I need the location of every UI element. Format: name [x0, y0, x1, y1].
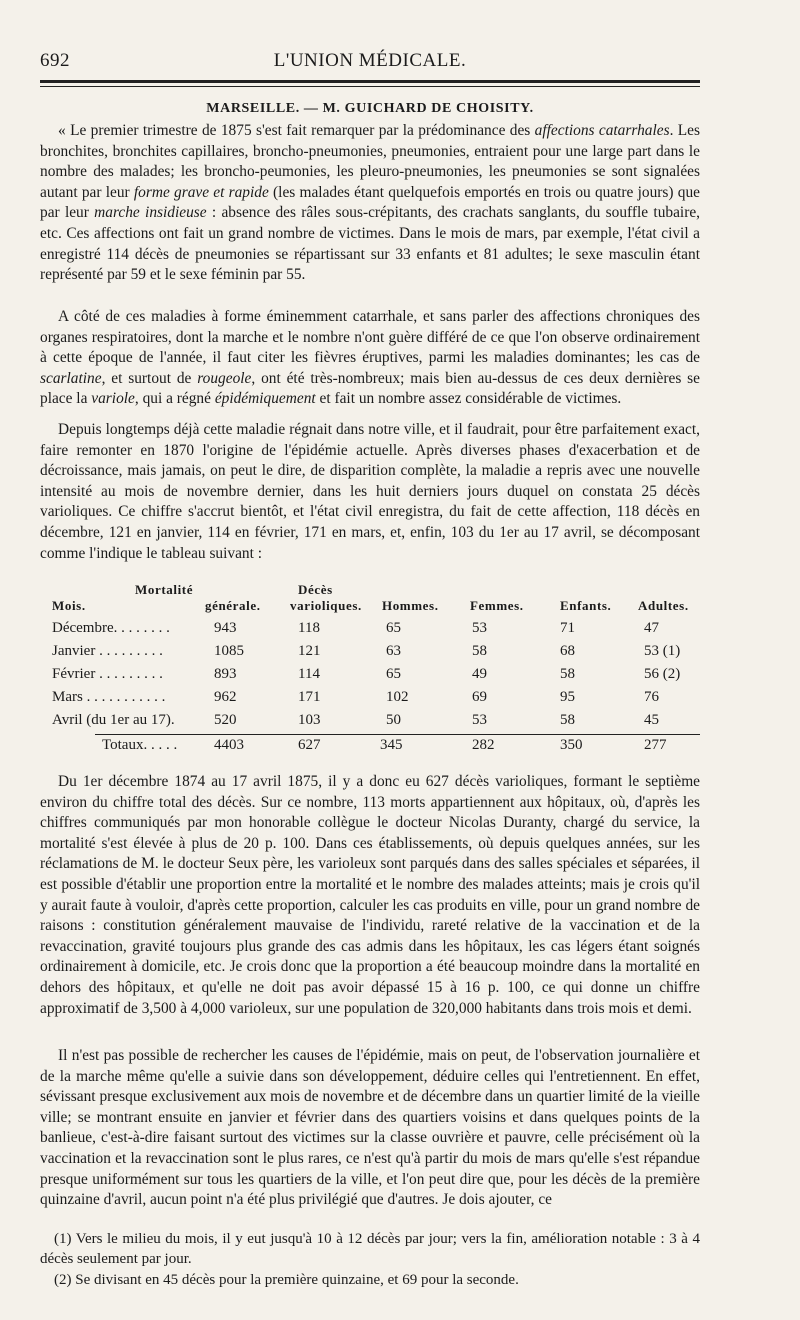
para1-italic-a: affections catarrhales	[534, 122, 670, 139]
header-rule-thin	[40, 86, 700, 87]
table-cell-hommes: 65	[386, 666, 401, 682]
table-cell-enfants: 58	[560, 666, 575, 682]
header-rule-thick	[40, 80, 700, 83]
col-header-deces-2: varioliques.	[290, 598, 362, 613]
section-title: MARSEILLE. — M. GUICHARD DE CHOISITY.	[206, 101, 534, 116]
table-cell-varioliques: 114	[298, 666, 320, 682]
table-cell-adultes: 76	[644, 689, 659, 705]
col-header-mois: Mois.	[52, 598, 86, 613]
totals-hommes: 345	[380, 737, 403, 753]
footnote-2: (2) Se divisant en 45 décès pour la première quinzaine, et 69 pour la seconde.	[54, 1272, 519, 1289]
para2-italic-c: variole	[91, 390, 135, 408]
table-cell-mois: Décembre. . . . . . . .	[52, 620, 170, 636]
col-header-hommes: Hommes.	[382, 598, 439, 613]
table-cell-varioliques: 121	[298, 643, 321, 659]
paragraph-4	[40, 772, 700, 1019]
para1-italic-c: marche insidieuse	[94, 204, 207, 222]
table-cell-mois: Janvier . . . . . . . . .	[52, 643, 163, 659]
para2-italic-b: rougeole	[197, 369, 252, 387]
table-cell-adultes: 47	[644, 620, 659, 636]
totals-rule	[95, 734, 700, 735]
col-header-femmes: Femmes.	[470, 598, 524, 613]
table-cell-hommes: 63	[386, 643, 401, 659]
col-header-enfants: Enfants.	[560, 598, 612, 613]
col-header-adultes: Adultes.	[638, 598, 689, 613]
table-cell-hommes: 65	[386, 620, 401, 636]
table-cell-generale: 1085	[214, 643, 244, 659]
totals-label: Totaux. . . . .	[102, 737, 178, 753]
table-cell-generale: 962	[214, 689, 237, 705]
table-cell-mois: Février . . . . . . . . .	[52, 666, 163, 682]
table-cell-enfants: 71	[560, 620, 575, 636]
para2-text-b: , et surtout de	[101, 369, 198, 387]
para3-text: Depuis longtemps déjà cette maladie régnait dans notre ville, et il faudrait, pour être parfaitement exact, faire remonter en 1870 l'origine de l'épidémie actuelle. Après diverses phases d'exacerbation et de décroissance, mais jamais, on peut le dire, de disparition complète, la maladie a repris avec une nouvelle intensité au mois de novembre dernier, dans les huit derniers jours duquel on constata 25 décès varioliques. Ce chiffre s'accrut bientôt, et l'état civil enregistra, du fait de cette affection, 118 décès en décembre, 121 en janvier, 114 en février, 171 en mars, et, enfin, 103 du 1er au 17 avril, se décomposant comme l'indique le tableau suivant :	[40, 421, 700, 562]
table-cell-enfants: 58	[560, 712, 575, 728]
totals-generale: 4403	[214, 737, 244, 753]
totals-adultes: 277	[644, 737, 667, 753]
para5-text: Il n'est pas possible de rechercher les causes de l'épidémie, mais on peut, de l'observation journalière et de la marche même qu'elle a suivie dans son développement, déduire celles qui l'entretiennent. En effet, sévissant presque exclusivement aux mois de novembre et de décembre dans un quartier limité de la vieille ville; se montrant ensuite en janvier et février dans des quartiers voisins et dans quelques points de la banlieue, c'est-à-dire faisant surtout des victimes sur la classe ouvrière et pauvre, celle précisément où la vaccination et la revaccination sont le plus rares, ce n'est qu'à partir du mois de mars qu'elle s'est répandue presque uniformément sur tous les quartiers de la ville, et l'on peut dire que, pour les décès de la première quinzaine d'avril, aucun point n'a été plus privilégié que d'autres. Je dois ajouter, ce	[40, 1047, 700, 1209]
para2-text-c: , ont été très-nombreux; mais bien au-dessus de ces deux dernières se place la	[40, 369, 701, 408]
paragraph-2	[40, 307, 700, 410]
table-cell-generale: 943	[214, 620, 237, 636]
para1-text-d: : absence des râles sous-crépitants, des crachats sanglants, du souffle tubaire, etc. Ces affections ont fait un grand nombre de victimes. Dans le mois de mars, par exemple, l'état civil a enregistré 114 décès de pneumonies se répartissant sur 33 enfants et 81 adultes; le sexe masculin étant représenté par 59 et le sexe féminin par 55.	[40, 204, 700, 284]
table-cell-varioliques: 118	[298, 620, 320, 636]
table-cell-femmes: 53	[472, 620, 487, 636]
para2-italic-d: épidémiquement	[214, 390, 316, 408]
para2-text-d: , qui a régné	[134, 390, 215, 408]
table-cell-mois: Mars . . . . . . . . . . .	[52, 689, 166, 705]
journal-title: L'UNION MÉDICALE.	[273, 50, 467, 71]
col-header-mortalite-2: générale.	[205, 598, 261, 613]
paragraph-5	[40, 1046, 700, 1211]
para2-text-a: A côté de ces maladies à forme éminemment catarrhale, et sans parler des affections chroniques des organes respiratoires, dont la marche et le nombre n'ont guère différé de ce que l'on observe ordinairement à cette époque de l'année, il faut citer les fièvres éruptives, parmi les maladies dominantes; les cas de	[40, 308, 700, 367]
table-cell-adultes: 45	[644, 712, 659, 728]
table-cell-enfants: 68	[560, 643, 575, 659]
table-cell-femmes: 53	[472, 712, 487, 728]
footnote-1: (1) Vers le milieu du mois, il y eut jusqu'à 10 à 12 décès par jour; vers la fin, amélioration notable : 3 à 4 décès seulement par jour.	[40, 1231, 700, 1267]
para1-text-b: . Les bronchites, bronchites capillaires, broncho-pneumonies, pneumonies, entraient pour une large part dans le nombre des malades; les broncho-peumonies, les pleuro-pneumonies, les pneumonies se sont signalées autant par leur	[40, 122, 701, 201]
paragraph-3	[40, 420, 700, 564]
para2-italic-a: scarlatine	[40, 369, 102, 387]
table-cell-generale: 893	[214, 666, 237, 682]
table-cell-adultes: 56 (2)	[644, 666, 681, 682]
table-cell-hommes: 50	[386, 712, 401, 728]
page-number: 692	[40, 50, 70, 71]
table-cell-generale: 520	[214, 712, 237, 728]
para4-text: Du 1er décembre 1874 au 17 avril 1875, il y a donc eu 627 décès varioliques, formant le septième environ du chiffre total des décès. Sur ce nombre, 113 morts appartiennent aux hôpitaux, où, d'après les chiffres communiqués par mon honorable collègue le docteur Nicolas Duranty, chargé du service, la mortalité s'est élevée à plus de 20 p. 100. Dans ces établissements, où depuis quelques années, sur les réclamations de M. le docteur Seux père, les varioleux sont parqués dans des salles spéciales et séparées, il est possible d'établir une proportion entre la mortalité et le nombre des malades atteints; mais je crois qu'il y aurait faute à vouloir, d'après cette proportion, calculer les cas produits en ville, pour un grand nombre de raisons : constitution généralement mauvaise de l'individu, rareté relative de la vaccination et de la revaccination, gravité toujours plus grande des cas admis dans les hôpitaux, les cas légers étant soignés ordinairement à domicile, etc. Je crois donc que la proportion a été beaucoup moindre dans la mortalité en dehors des hôpitaux, et qu'elle ne doit pas avoir dépassé 15 à 16 p. 100, ce qui donne un chiffre approximatif de 3,500 à 4,000 varioleux, sur une population de 320,000 habitants dans trois mois et demi.	[40, 773, 700, 1017]
table-cell-femmes: 58	[472, 643, 487, 659]
totals-femmes: 282	[472, 737, 495, 753]
table-cell-femmes: 69	[472, 689, 487, 705]
paragraph-1	[40, 121, 700, 286]
table-cell-adultes: 53 (1)	[644, 643, 681, 659]
mortality-table	[40, 582, 700, 757]
para1-text-a: « Le premier trimestre de 1875 s'est fait remarquer par la prédominance des	[58, 122, 535, 139]
table-cell-varioliques: 171	[298, 689, 321, 705]
para1-italic-b: forme grave et rapide	[133, 183, 269, 201]
table-cell-enfants: 95	[560, 689, 575, 705]
table-cell-femmes: 49	[472, 666, 487, 682]
para2-text-e: et fait un nombre assez considérable de victimes.	[315, 390, 622, 408]
running-header	[40, 50, 700, 72]
col-header-deces-1: Décès	[298, 582, 333, 597]
para1-text-c: (les malades étant quelquefois emportés en trois ou quatre jours) que par leur	[40, 183, 700, 222]
table-cell-varioliques: 103	[298, 712, 321, 728]
footnotes	[40, 1230, 700, 1293]
table-cell-mois: Avril (du 1er au 17).	[52, 712, 175, 728]
col-header-mortalite-1: Mortalité	[135, 582, 194, 597]
table-cell-hommes: 102	[386, 689, 409, 705]
totals-varioliques: 627	[298, 737, 321, 753]
totals-enfants: 350	[560, 737, 583, 753]
